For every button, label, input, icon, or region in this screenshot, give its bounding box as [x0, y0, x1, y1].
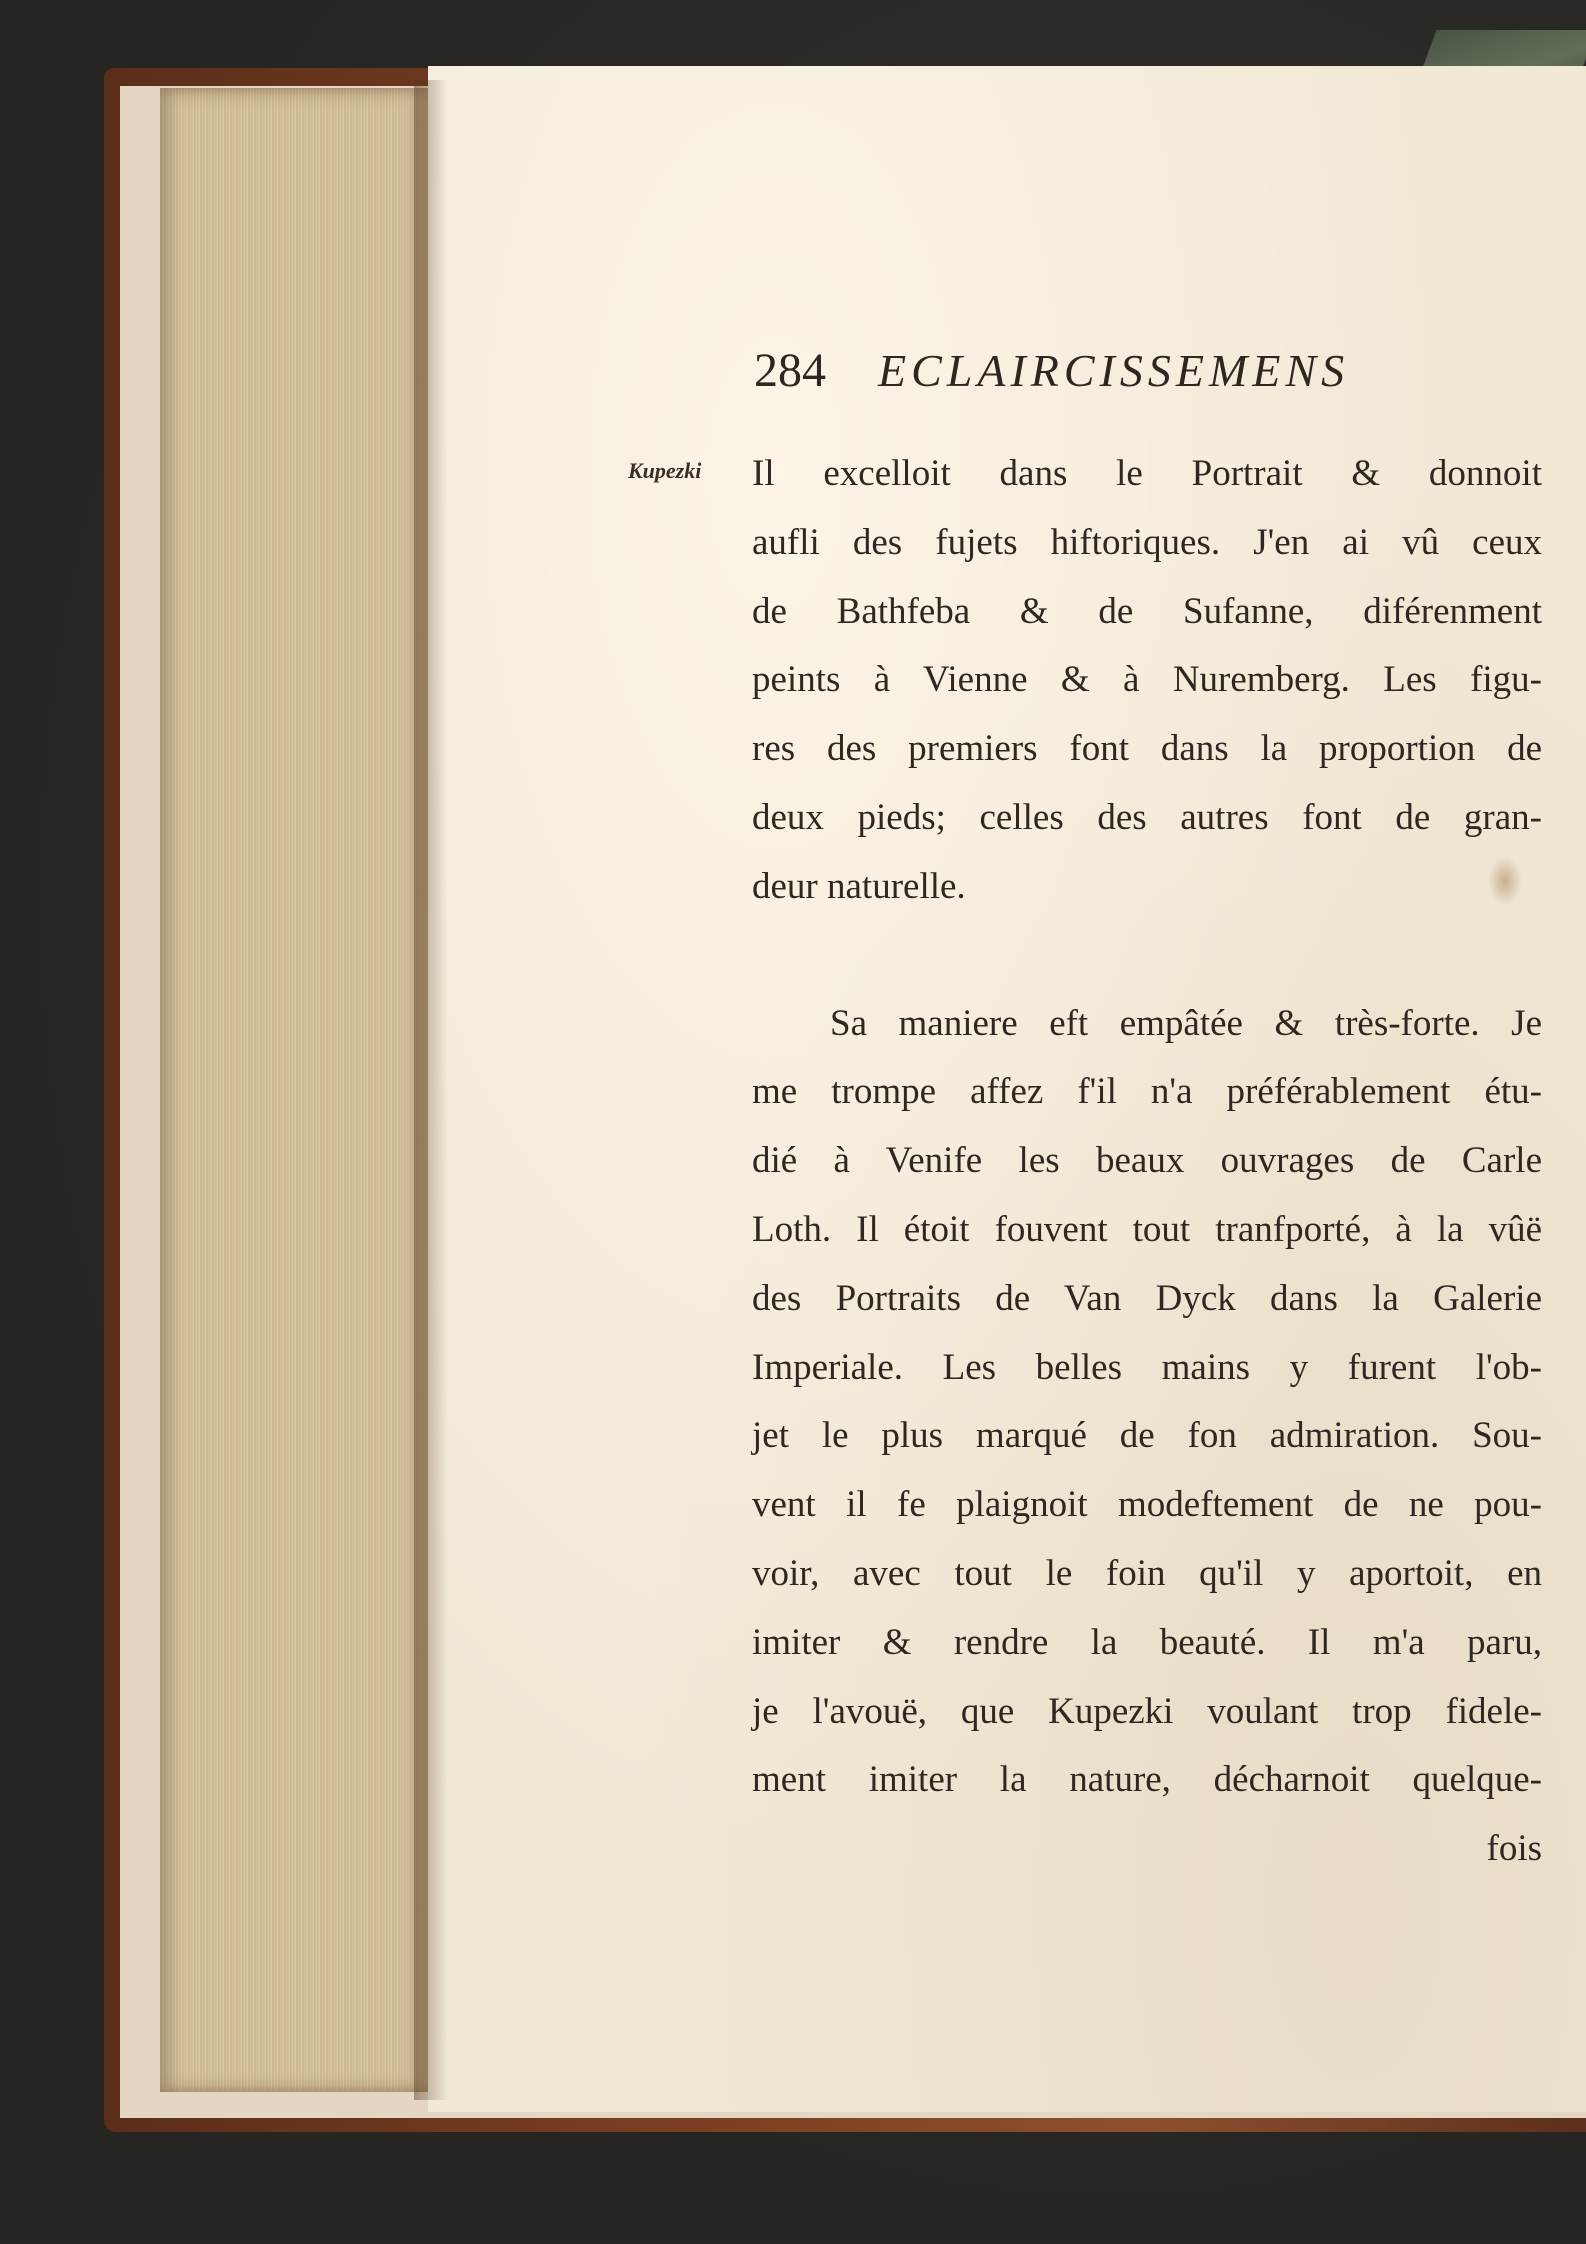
page-edges	[160, 88, 432, 2092]
text-line: de Bathfeba & de Sufanne, diférenment	[752, 590, 1542, 632]
text-line: deux pieds; celles des autres font de gran-	[752, 796, 1542, 838]
text-line: peints à Vienne & à Nuremberg. Les figu-	[752, 659, 1542, 701]
text-line: des Portraits de Van Dyck dans la Galerie	[752, 1277, 1542, 1319]
paragraph-2	[752, 990, 1542, 1884]
text-line: Il excelloit dans le Portrait & donnoit	[752, 453, 1542, 494]
text-line: imiter & rendre la beauté. Il m'a paru,	[752, 1621, 1542, 1663]
text-line: Loth. Il étoit fouvent tout tranfporté, à la vûë	[752, 1208, 1542, 1250]
page-number: 284	[754, 344, 826, 397]
text-line: dié à Venife les beaux ouvrages de Carle	[752, 1140, 1542, 1182]
paragraph-1	[752, 440, 1542, 922]
body-text	[752, 440, 1542, 1884]
page-header	[754, 336, 1564, 416]
text-line: me trompe affez f'il n'a préférablement étu-	[752, 1071, 1542, 1113]
text-line: ment imiter la nature, décharnoit quelque-	[752, 1759, 1542, 1801]
text-line: Imperiale. Les belles mains y furent l'ob-	[752, 1346, 1542, 1388]
text-line: jet le plus marqué de fon admiration. Sou-	[752, 1415, 1542, 1457]
text-line: Sa maniere eft empâtée & très-forte. Je	[830, 1002, 1542, 1044]
catchword: fois	[1486, 1828, 1542, 1870]
text-line: je l'avouë, que Kupezki voulant trop fidele-	[752, 1690, 1542, 1732]
paragraph-gap	[752, 922, 1542, 990]
text-line: voir, avec tout le foin qu'il y aportoit, en	[752, 1552, 1542, 1594]
text-line: deur naturelle.	[752, 865, 966, 907]
text-line: res des premiers font dans la proportion de	[752, 728, 1542, 770]
gutter-shadow	[414, 80, 448, 2100]
text-line: vent il fe plaignoit modeftement de ne pou-	[752, 1484, 1542, 1526]
running-head: ECLAIRCISSEMENS	[878, 345, 1350, 396]
text-line: aufli des fujets hiftoriques. J'en ai vû ceux	[752, 521, 1542, 563]
margin-note: Kupezki	[628, 458, 702, 483]
